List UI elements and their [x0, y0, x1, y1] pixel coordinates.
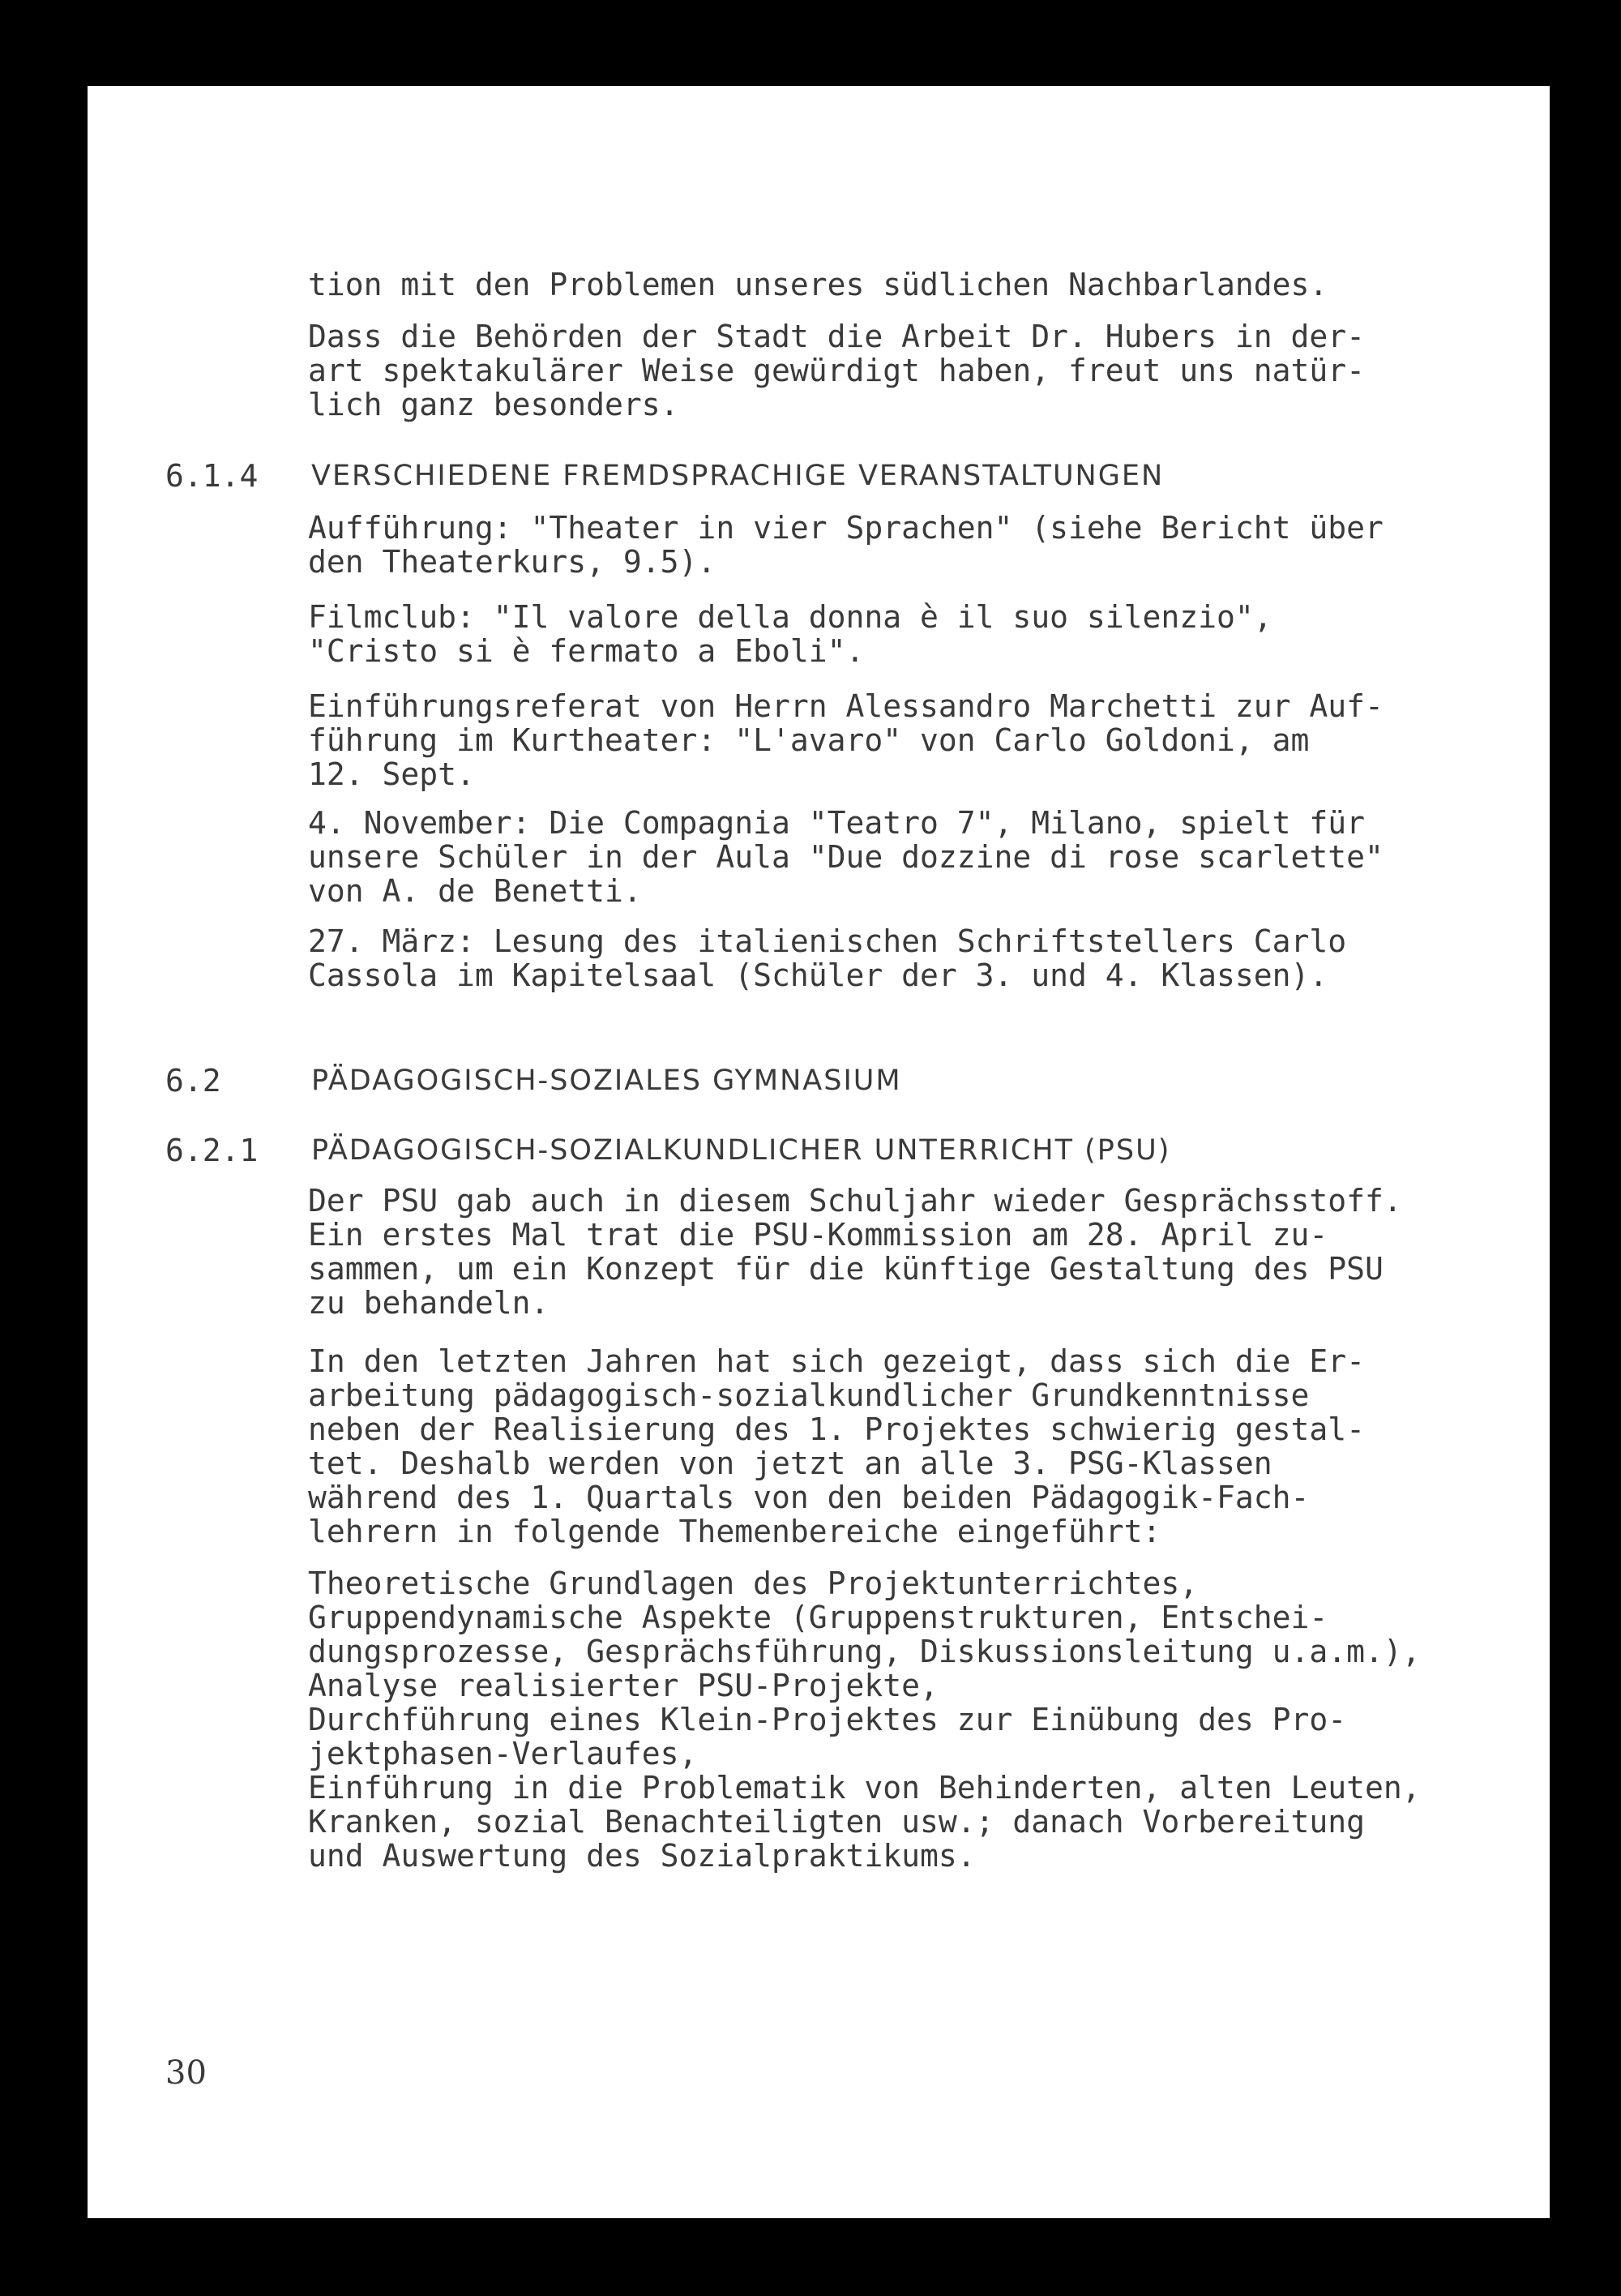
- paragraph-letzte-jahre: In den letzten Jahren hat sich gezeigt, dass sich die Er- arbeitung pädagogisch-sozialkundlicher Grundkenntnisse neben der Realisierung des 1. Projektes schwierig gestal- tet. Deshalb werden von jetzt an alle 3. PSG-Klassen während des 1. Quartals von den beiden Pädagogik-Fach- lehrern in folgende Themenbereiche eingeführt:: [308, 1343, 1366, 1549]
- section-title-6-2: PÄDAGOGISCH-SOZIALES GYMNASIUM: [311, 1064, 902, 1097]
- paragraph-themenbereiche: Theoretische Grundlagen des Projektunterrichtes, Gruppendynamische Aspekte (Gruppenstrukturen, Entschei- dungsprozesse, Gesprächsführung, Diskussionsleitung u.a.m.), Analyse realisierter PSU-Projekte, Durchführung eines Klein-Projektes zur Einübung des Pro- jektphasen-Verlaufes, Einführung in die Problematik von Behinderten, alten Leuten, Kranken, sozial Benachteiligten usw.; danach Vorbereitung und Auswertung des Sozialpraktikums.: [308, 1566, 1421, 1874]
- paragraph-einfuehrungsreferat: Einführungsreferat von Herrn Alessandro Marchetti zur Auf- führung im Kurtheater: "L'avaro" von Carlo Goldoni, am 12. Sept.: [308, 688, 1384, 792]
- paragraph-psu-intro: Der PSU gab auch in diesem Schuljahr wieder Gesprächsstoff. Ein erstes Mal trat die PSU-Kommission am 28. April zu- sammen, um ein Konzept für die künftige Gestaltung des PSU zu behandeln.: [308, 1183, 1402, 1321]
- section-title-6-2-1: PÄDAGOGISCH-SOZIALKUNDLICHER UNTERRICHT (PSU): [311, 1134, 1171, 1167]
- continuation-line: tion mit den Problemen unseres südlichen Nachbarlandes.: [308, 267, 1328, 302]
- section-number-6-2-1: 6.2.1: [165, 1133, 259, 1168]
- page-number: 30: [165, 2054, 207, 2092]
- intro-paragraph: Dass die Behörden der Stadt die Arbeit Dr. Hubers in der- art spektakulärer Weise gewürdigt haben, freut uns natür- lich ganz besonders.: [308, 319, 1366, 422]
- paragraph-auffuehrung: Aufführung: "Theater in vier Sprachen" (siehe Bericht über den Theaterkurs, 9.5).: [308, 510, 1384, 580]
- paragraph-filmclub: Filmclub: "Il valore della donna è il suo silenzio", "Cristo si è fermato a Eboli".: [308, 599, 1272, 669]
- paragraph-november: 4. November: Die Compagnia "Teatro 7", Milano, spielt für unsere Schüler in der Aula "Due dozzine di rose scarlette" von A. de Benetti.: [308, 805, 1384, 909]
- section-number-6-2: 6.2: [165, 1063, 221, 1099]
- paragraph-maerz: 27. März: Lesung des italienischen Schriftstellers Carlo Cassola im Kapitelsaal (Schüler der 3. und 4. Klassen).: [308, 923, 1347, 993]
- section-number-6-1-4: 6.1.4: [165, 458, 259, 494]
- section-title-6-1-4: VERSCHIEDENE FREMDSPRACHIGE VERANSTALTUNGEN: [311, 460, 1165, 492]
- document-page: [88, 86, 1550, 2218]
